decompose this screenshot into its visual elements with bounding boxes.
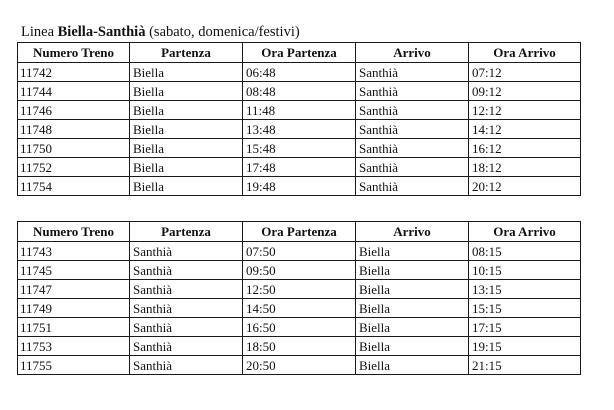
table-row [18, 299, 581, 318]
departure-time-cell: 09:50 [243, 261, 356, 280]
arrival-time-cell: 21:15 [469, 356, 581, 375]
arrival-time-cell: 07:12 [469, 63, 581, 82]
arrival-time-cell: 18:12 [469, 158, 581, 177]
table-body [18, 242, 581, 375]
arrival-station-cell: Biella [356, 242, 469, 261]
arrival-station-cell: Santhià [356, 177, 469, 196]
timetable-santhia-biella [17, 221, 581, 375]
header-row [18, 222, 581, 242]
header-row [18, 43, 581, 63]
departure-time-cell: 17:48 [243, 158, 356, 177]
train-number-cell: 11745 [18, 261, 130, 280]
departure-station-cell: Biella [130, 101, 243, 120]
arrival-time-cell: 16:12 [469, 139, 581, 158]
train-number-cell: 11751 [18, 318, 130, 337]
arrival-station-cell: Biella [356, 299, 469, 318]
arrival-time-cell: 09:12 [469, 82, 581, 101]
departure-time-cell: 13:48 [243, 120, 356, 139]
arrival-time-cell: 19:15 [469, 337, 581, 356]
departure-time-cell: 20:50 [243, 356, 356, 375]
departure-time-cell: 12:50 [243, 280, 356, 299]
header-arrival: Arrivo [356, 222, 469, 242]
train-number-cell: 11749 [18, 299, 130, 318]
train-number-cell: 11752 [18, 158, 130, 177]
arrival-station-cell: Biella [356, 337, 469, 356]
departure-station-cell: Santhià [130, 261, 243, 280]
header-arrival: Arrivo [356, 43, 469, 63]
arrival-station-cell: Santhià [356, 139, 469, 158]
train-number-cell: 11750 [18, 139, 130, 158]
departure-station-cell: Biella [130, 120, 243, 139]
document-title [21, 23, 300, 41]
table-row [18, 158, 581, 177]
departure-time-cell: 06:48 [243, 63, 356, 82]
departure-station-cell: Santhià [130, 356, 243, 375]
departure-time-cell: 07:50 [243, 242, 356, 261]
departure-station-cell: Biella [130, 158, 243, 177]
train-number-cell: 11742 [18, 63, 130, 82]
arrival-time-cell: 20:12 [469, 177, 581, 196]
arrival-station-cell: Santhià [356, 101, 469, 120]
arrival-time-cell: 13:15 [469, 280, 581, 299]
departure-time-cell: 15:48 [243, 139, 356, 158]
table-row [18, 101, 581, 120]
departure-time-cell: 18:50 [243, 337, 356, 356]
train-number-cell: 11753 [18, 337, 130, 356]
train-number-cell: 11748 [18, 120, 130, 139]
arrival-station-cell: Biella [356, 356, 469, 375]
departure-station-cell: Biella [130, 82, 243, 101]
arrival-station-cell: Santhià [356, 158, 469, 177]
departure-time-cell: 14:50 [243, 299, 356, 318]
table-row [18, 261, 581, 280]
departure-station-cell: Biella [130, 177, 243, 196]
arrival-station-cell: Biella [356, 318, 469, 337]
train-number-cell: 11744 [18, 82, 130, 101]
arrival-time-cell: 14:12 [469, 120, 581, 139]
departure-station-cell: Santhià [130, 242, 243, 261]
departure-time-cell: 11:48 [243, 101, 356, 120]
table-row [18, 280, 581, 299]
table-row [18, 242, 581, 261]
train-number-cell: 11755 [18, 356, 130, 375]
departure-station-cell: Santhià [130, 318, 243, 337]
table-row [18, 337, 581, 356]
table-row [18, 82, 581, 101]
train-number-cell: 11747 [18, 280, 130, 299]
title-prefix: Linea [21, 24, 55, 40]
departure-time-cell: 08:48 [243, 82, 356, 101]
table-row [18, 177, 581, 196]
departure-station-cell: Santhià [130, 337, 243, 356]
arrival-time-cell: 10:15 [469, 261, 581, 280]
arrival-time-cell: 17:15 [469, 318, 581, 337]
departure-time-cell: 19:48 [243, 177, 356, 196]
header-departure-time: Ora Partenza [243, 43, 356, 63]
departure-station-cell: Santhià [130, 280, 243, 299]
table-row [18, 120, 581, 139]
header-arrival-time: Ora Arrivo [469, 222, 581, 242]
departure-station-cell: Santhià [130, 299, 243, 318]
arrival-station-cell: Santhià [356, 63, 469, 82]
departure-station-cell: Biella [130, 63, 243, 82]
header-departure-time: Ora Partenza [243, 222, 356, 242]
arrival-station-cell: Santhià [356, 120, 469, 139]
arrival-time-cell: 08:15 [469, 242, 581, 261]
table-row [18, 63, 581, 82]
header-train-number: Numero Treno [18, 43, 130, 63]
arrival-station-cell: Biella [356, 280, 469, 299]
train-number-cell: 11743 [18, 242, 130, 261]
arrival-time-cell: 12:12 [469, 101, 581, 120]
table-body [18, 63, 581, 196]
title-route: Biella-Santhià [57, 24, 146, 40]
train-number-cell: 11746 [18, 101, 130, 120]
title-days: (sabato, domenica/festivi) [149, 24, 300, 40]
arrival-time-cell: 15:15 [469, 299, 581, 318]
departure-time-cell: 16:50 [243, 318, 356, 337]
timetable-biella-santhia [17, 42, 581, 196]
table-row [18, 318, 581, 337]
header-departure: Partenza [130, 43, 243, 63]
arrival-station-cell: Santhià [356, 82, 469, 101]
departure-station-cell: Biella [130, 139, 243, 158]
train-number-cell: 11754 [18, 177, 130, 196]
header-departure: Partenza [130, 222, 243, 242]
table-row [18, 139, 581, 158]
arrival-station-cell: Biella [356, 261, 469, 280]
table-row [18, 356, 581, 375]
header-train-number: Numero Treno [18, 222, 130, 242]
header-arrival-time: Ora Arrivo [469, 43, 581, 63]
